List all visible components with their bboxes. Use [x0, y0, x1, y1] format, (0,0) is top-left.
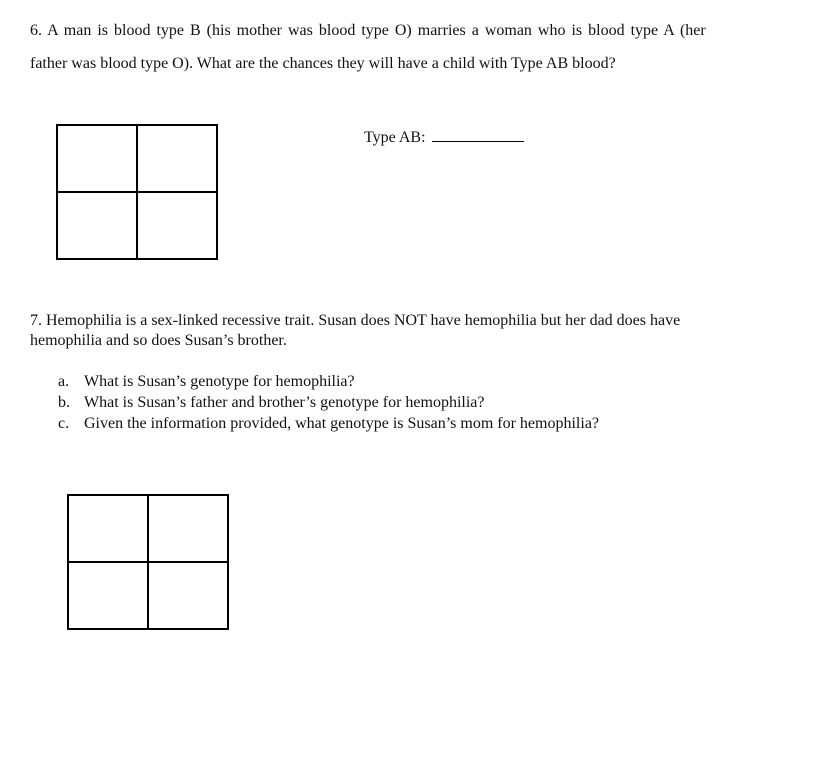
q6-answer — [364, 127, 524, 147]
q6-text-line2: father was blood type O). What are the chances they will have a child with Type AB blood? — [30, 55, 616, 72]
q7-text-line1: 7. Hemophilia is a sex-linked recessive trait. Susan does NOT have hemophilia but her dad does have — [30, 312, 681, 329]
item-marker: b. — [58, 394, 70, 411]
q6-answer-label: Type AB: — [364, 129, 426, 146]
item-text: What is Susan’s genotype for hemophilia? — [84, 373, 355, 390]
item-text: Given the information provided, what genotype is Susan’s mom for hemophilia? — [84, 415, 600, 432]
item-text: What is Susan’s father and brother’s genotype for hemophilia? — [84, 394, 485, 411]
q7-punnett-square — [67, 494, 229, 630]
q6-answer-blank[interactable] — [432, 127, 524, 142]
q7-text-line2: hemophilia and so does Susan’s brother. — [30, 332, 287, 349]
q7-item-c — [58, 415, 599, 433]
item-marker: a. — [58, 373, 70, 390]
q6-text-line1: 6. A man is blood type B (his mother was blood type O) marries a woman who is blood type A (her — [30, 22, 706, 39]
q7-item-b — [58, 394, 484, 412]
q7-item-a — [58, 373, 355, 391]
item-marker: c. — [58, 415, 70, 432]
q6-punnett-square — [56, 124, 218, 260]
